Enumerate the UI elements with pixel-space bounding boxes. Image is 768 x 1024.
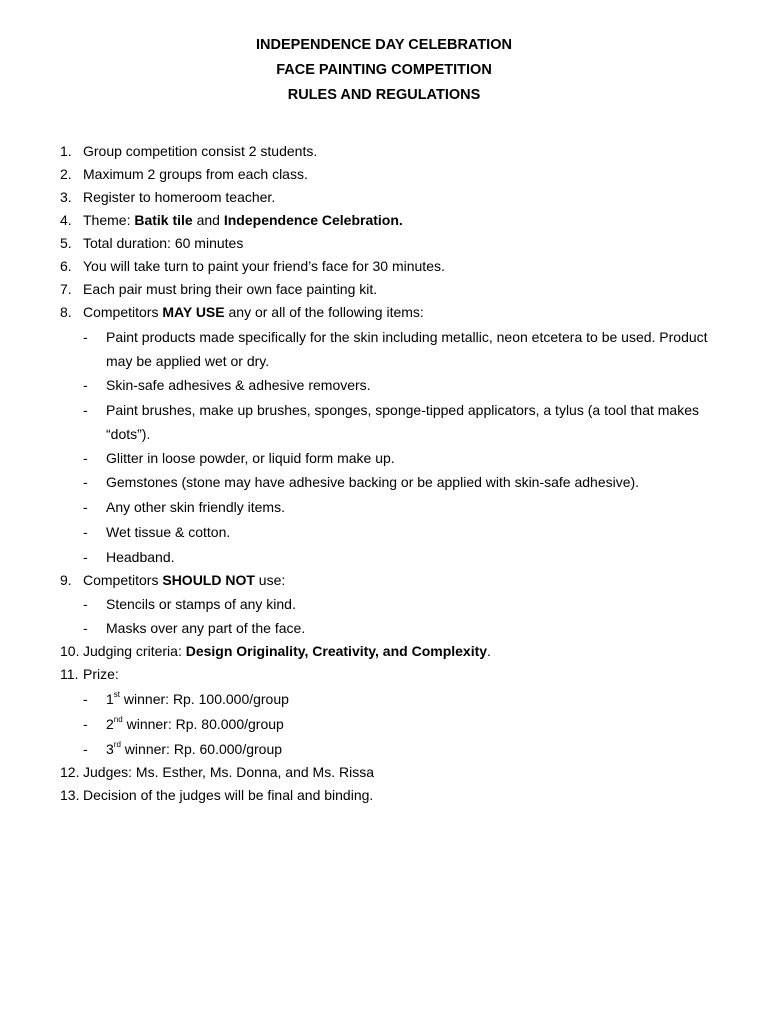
dash-bullet: - bbox=[83, 377, 88, 393]
prize-item bbox=[0, 687, 768, 711]
rule-text: You will take turn to paint your friend’s face for 30 minutes. bbox=[83, 258, 445, 274]
dash-bullet: - bbox=[83, 450, 88, 466]
rule-item-11 bbox=[0, 663, 768, 686]
allowed-item bbox=[0, 373, 768, 397]
rule-text bbox=[83, 569, 285, 592]
rule-number: 11. bbox=[60, 666, 79, 682]
prize-amount: winner: Rp. 100.000/group bbox=[120, 691, 289, 707]
rule-item-6 bbox=[0, 255, 768, 278]
dash-bullet: - bbox=[83, 620, 88, 636]
should-not-emphasis: SHOULD NOT bbox=[162, 572, 255, 588]
rule-text-part: Judging criteria: bbox=[83, 643, 186, 659]
prohibited-item-text: Stencils or stamps of any kind. bbox=[106, 596, 296, 612]
rule-item-3 bbox=[0, 186, 768, 209]
rule-text-part: Competitors bbox=[83, 572, 163, 588]
allowed-item bbox=[0, 446, 768, 470]
dash-bullet: - bbox=[83, 499, 88, 515]
allowed-item bbox=[0, 495, 768, 519]
rule-number: 8. bbox=[60, 304, 72, 320]
rule-number: 7. bbox=[60, 281, 72, 297]
allowed-item-text: Paint brushes, make up brushes, sponges, sponge-tipped applicators, a tylus (a tool that makes “dots”). bbox=[106, 402, 700, 442]
rule-number: 2. bbox=[60, 166, 72, 182]
title-line-2: FACE PAINTING COMPETITION bbox=[276, 62, 492, 78]
allowed-item-text: Wet tissue & cotton. bbox=[106, 524, 231, 540]
prize-text bbox=[106, 687, 724, 711]
title-line-1: INDEPENDENCE DAY CELEBRATION bbox=[256, 37, 512, 53]
prize-amount: winner: Rp. 60.000/group bbox=[120, 741, 283, 757]
allowed-item bbox=[0, 470, 768, 494]
prize-amount: winner: Rp. 80.000/group bbox=[122, 716, 284, 732]
may-use-emphasis: MAY USE bbox=[162, 304, 225, 320]
prize-rank: 3 bbox=[106, 741, 114, 757]
rule-text: Maximum 2 groups from each class. bbox=[83, 166, 308, 182]
rule-text bbox=[83, 301, 424, 324]
rule-item-7 bbox=[0, 278, 768, 301]
prohibited-item bbox=[0, 592, 768, 616]
rule-item-12 bbox=[0, 761, 768, 784]
rule-number: 5. bbox=[60, 235, 72, 251]
rule-text-part: Competitors bbox=[83, 304, 163, 320]
allowed-item bbox=[0, 398, 768, 446]
prize-ordinal: st bbox=[113, 690, 121, 700]
dash-bullet: - bbox=[83, 691, 88, 707]
rule-item-2 bbox=[0, 163, 768, 186]
title-line-3: RULES AND REGULATIONS bbox=[287, 87, 481, 103]
rule-number: 9. bbox=[60, 572, 72, 588]
rule-text: Group competition consist 2 students. bbox=[83, 143, 318, 159]
prize-item bbox=[0, 712, 768, 736]
rule-item-1 bbox=[0, 140, 768, 163]
rule-text-part: and bbox=[192, 212, 224, 228]
rule-number: 3. bbox=[60, 189, 72, 205]
theme-batik: Batik tile bbox=[134, 212, 193, 228]
dash-bullet: - bbox=[83, 549, 88, 565]
document-title bbox=[0, 33, 768, 108]
rules-list bbox=[0, 140, 768, 807]
rule-item-5 bbox=[0, 232, 768, 255]
rule-text: Total duration: 60 minutes bbox=[83, 235, 244, 251]
dash-bullet: - bbox=[83, 524, 88, 540]
prize-rank: 1 bbox=[106, 691, 114, 707]
rule-text-part: use: bbox=[254, 572, 286, 588]
rule-number: 13. bbox=[60, 787, 80, 803]
rule-text-part: . bbox=[487, 643, 491, 659]
dash-bullet: - bbox=[83, 596, 88, 612]
rule-number: 12. bbox=[60, 764, 80, 780]
allowed-item-text: Skin-safe adhesives & adhesive removers. bbox=[106, 377, 371, 393]
dash-bullet: - bbox=[83, 716, 88, 732]
prize-ordinal: nd bbox=[113, 715, 123, 725]
allowed-item-text: Headband. bbox=[106, 549, 175, 565]
rule-text bbox=[83, 640, 491, 663]
dash-bullet: - bbox=[83, 329, 88, 345]
rule-text: Decision of the judges will be final and binding. bbox=[83, 787, 374, 803]
rule-item-13 bbox=[0, 784, 768, 807]
allowed-item-text: Any other skin friendly items. bbox=[106, 499, 285, 515]
rule-number: 10. bbox=[60, 643, 80, 659]
prize-text bbox=[106, 712, 724, 736]
rule-number: 1. bbox=[60, 143, 72, 159]
dash-bullet: - bbox=[83, 474, 88, 490]
prize-item bbox=[0, 737, 768, 761]
rule-item-9 bbox=[0, 569, 768, 592]
allowed-item bbox=[0, 325, 768, 373]
rule-item-8 bbox=[0, 301, 768, 324]
prohibited-item bbox=[0, 616, 768, 640]
judging-criteria-emphasis: Design Originality, Creativity, and Complexity bbox=[185, 643, 488, 659]
rule-text-part: any or all of the following items: bbox=[224, 304, 424, 320]
rule-number: 6. bbox=[60, 258, 72, 274]
theme-independence: Independence Celebration. bbox=[223, 212, 403, 228]
rule-item-10 bbox=[0, 640, 768, 663]
rule-number: 4. bbox=[60, 212, 72, 228]
allowed-item-text: Gemstones (stone may have adhesive backing or be applied with skin-safe adhesive). bbox=[106, 474, 640, 490]
rule-text: Prize: bbox=[83, 666, 119, 682]
allowed-item-text: Paint products made specifically for the skin including metallic, neon etcetera to be used. Product may be applied wet or dry. bbox=[106, 329, 708, 369]
dash-bullet: - bbox=[83, 402, 88, 418]
rule-text: Judges: Ms. Esther, Ms. Donna, and Ms. Rissa bbox=[83, 764, 375, 780]
rule-text bbox=[83, 209, 403, 232]
allowed-item bbox=[0, 545, 768, 569]
allowed-item bbox=[0, 520, 768, 544]
rule-text: Each pair must bring their own face painting kit. bbox=[83, 281, 378, 297]
rule-text-part: Theme: bbox=[83, 212, 135, 228]
allowed-item-text: Glitter in loose powder, or liquid form make up. bbox=[106, 450, 395, 466]
prohibited-item-text: Masks over any part of the face. bbox=[106, 620, 306, 636]
dash-bullet: - bbox=[83, 741, 88, 757]
rule-text: Register to homeroom teacher. bbox=[83, 189, 276, 205]
prize-text bbox=[106, 737, 724, 761]
rule-item-4 bbox=[0, 209, 768, 232]
prize-ordinal: rd bbox=[113, 740, 121, 750]
prize-rank: 2 bbox=[106, 716, 114, 732]
